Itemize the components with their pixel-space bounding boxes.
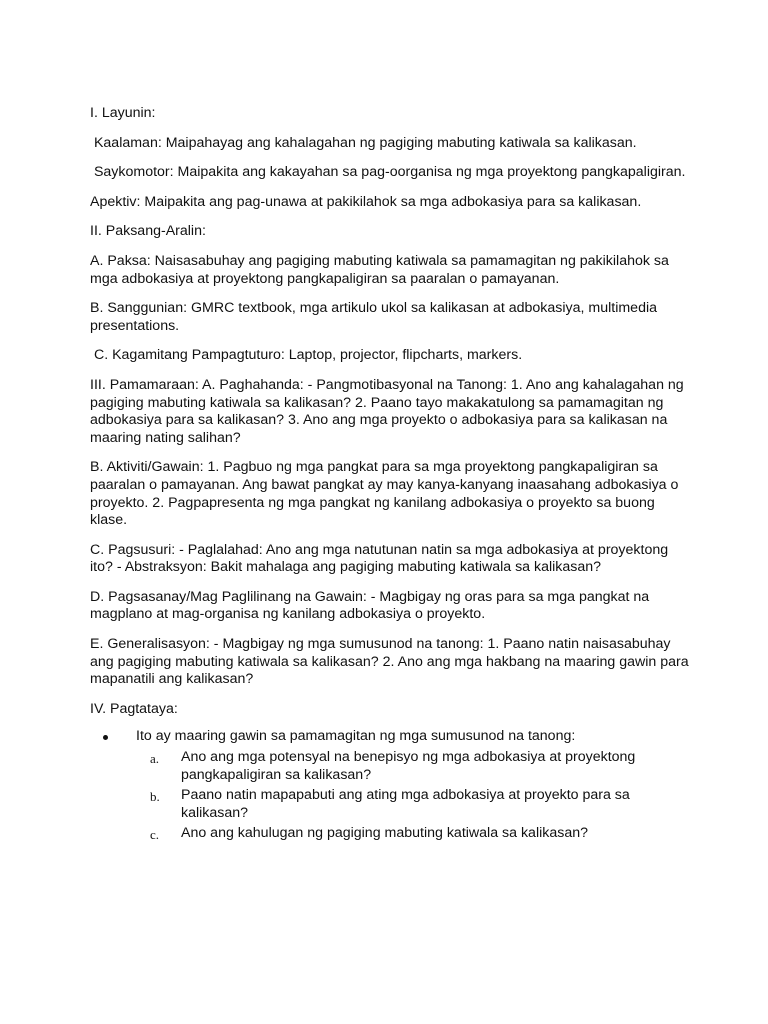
list-item [136,825,690,843]
paksa-paragraph: A. Paksa: Naisasabuhay ang pagiging mabuting katiwala sa pamamagitan ng pakikilahok sa mga adbokasiya at proyektong pangkapaligiran sa paaralan o pamayanan. [90,252,673,287]
lesson-plan-document [90,105,693,846]
kagamitan-paragraph: C. Kagamitang Pampagtuturo: Laptop, projector, flipcharts, markers. [90,347,523,364]
layunin-heading: I. Layunin: [90,105,156,121]
list-marker: a. [150,751,160,767]
paksang-aralin-heading: II. Paksang-Aralin: [90,223,206,240]
list-marker: c. [150,827,160,843]
pagtataya-bullet-list [90,728,690,843]
list-item [136,787,690,822]
list-item [90,728,690,843]
pagtataya-heading: IV. Pagtataya: [90,700,178,717]
kaalaman-objective: Kaalaman: Maipahayag ang kahalagahan ng pagiging mabuting katiwala sa kalikasan. [90,134,637,151]
question-text: Paano natin mapapabuti ang ating mga adbokasiya at proyekto para sa kalikasan? [181,787,630,821]
saykomotor-objective: Saykomotor: Maipakita ang kakayahan sa pag-oorganisa ng mga proyektong pangkapaligiran. [90,164,686,181]
paghahanda-paragraph: III. Pamamaraan: A. Paghahanda: - Pangmotibasyonal na Tanong: 1. Ano ang kahalagahan ng pagiging mabuting katiwala sa kalikasan? 2. Paano tayo makakatulong sa pamamagitan ng adbokasiya para sa kalikasan? 3. Ano ang mga proyekto o adbokasiya para sa kalikasan na maaring nating salihan? [90,376,688,446]
pagsasanay-paragraph: D. Pagsasanay/Mag Paglilinang na Gawain: - Magbigay ng oras para sa mga pangkat na magplano at mag-organisa ng kanilang adbokasiya o proyekto. [90,588,654,623]
list-item [136,749,690,784]
pagsusuri-paragraph: C. Pagsusuri: - Paglalahad: Ano ang mga natutunan natin sa mga adbokasiya at proyektong ito? - Abstraksyon: Bakit mahalaga ang pagiging mabuting katiwala sa kalikasan? [90,541,673,576]
pagtataya-question-list [136,749,690,843]
pagtataya-bullet-text: Ito ay maaring gawin sa pamamagitan ng mga sumusunod na tanong: [136,728,576,745]
generalisasyon-paragraph: E. Generalisasyon: - Magbigay ng mga sumusunod na tanong: 1. Paano natin naisasabuhay ang pagiging mabuting katiwala sa kalikasan? 2. Ano ang mga hakbang na maaring gawin para mapanatili ang kalikasan? [90,636,693,688]
bullet-icon [103,735,108,740]
aktiviti-paragraph: B. Aktiviti/Gawain: 1. Pagbuo ng mga pangkat para sa mga proyektong pangkapaligiran sa paaralan o pamayanan. Ang bawat pangkat ay may kanya-kanyang inaasahang adbokasiya o proyekto. 2. Pagpapresenta ng mga pangkat ng kanilang adbokasiya o proyekto sa buong klase. [90,459,683,529]
question-text: Ano ang mga potensyal na benepisyo ng mga adbokasiya at proyektong pangkapaligiran sa kalikasan? [181,749,636,783]
apektiv-objective: Apektiv: Maipakita ang pag-unawa at pakikilahok sa mga adbokasiya para sa kalikasan. [90,193,642,210]
question-text: Ano ang kahulugan ng pagiging mabuting katiwala sa kalikasan? [181,825,588,842]
list-marker: b. [150,789,160,805]
sanggunian-paragraph: B. Sanggunian: GMRC textbook, mga artikulo ukol sa kalikasan at adbokasiya, multimedia presentations. [90,300,661,334]
